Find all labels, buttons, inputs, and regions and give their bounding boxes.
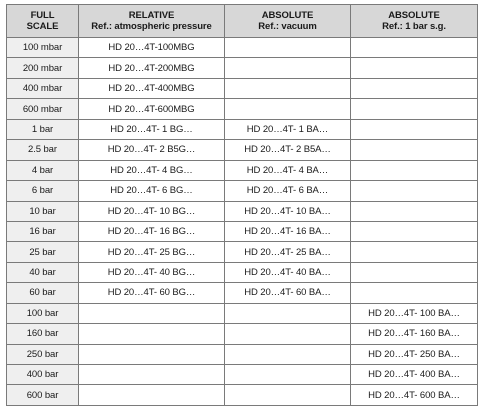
table-row xyxy=(7,262,478,282)
cell-relative-model: HD 20…4T- 60 BG… xyxy=(79,283,225,303)
cell-absolute-1bar-model xyxy=(351,119,478,139)
table-row xyxy=(7,58,478,78)
cell-full-scale: 100 mbar xyxy=(7,38,79,58)
cell-full-scale: 4 bar xyxy=(7,160,79,180)
cell-full-scale: 6 bar xyxy=(7,181,79,201)
cell-absolute-1bar-model xyxy=(351,283,478,303)
cell-absolute-1bar-model xyxy=(351,78,478,98)
cell-absolute-vacuum-model xyxy=(225,99,351,119)
cell-full-scale: 200 mbar xyxy=(7,58,79,78)
cell-full-scale: 25 bar xyxy=(7,242,79,262)
cell-relative-model: HD 20…4T- 4 BG… xyxy=(79,160,225,180)
cell-full-scale: 1 bar xyxy=(7,119,79,139)
cell-absolute-vacuum-model xyxy=(225,365,351,385)
cell-absolute-1bar-model xyxy=(351,221,478,241)
table-header xyxy=(7,5,478,38)
cell-absolute-1bar-model: HD 20…4T- 600 BA… xyxy=(351,385,478,406)
cell-full-scale: 250 bar xyxy=(7,344,79,364)
table-row xyxy=(7,140,478,160)
cell-relative-model: HD 20…4T-400MBG xyxy=(79,78,225,98)
cell-full-scale: 400 mbar xyxy=(7,78,79,98)
cell-absolute-vacuum-model: HD 20…4T- 60 BA… xyxy=(225,283,351,303)
cell-relative-model xyxy=(79,324,225,344)
cell-absolute-vacuum-model xyxy=(225,58,351,78)
cell-absolute-vacuum-model: HD 20…4T- 1 BA… xyxy=(225,119,351,139)
table-row xyxy=(7,303,478,323)
cell-absolute-1bar-model xyxy=(351,181,478,201)
cell-absolute-vacuum-model xyxy=(225,385,351,406)
cell-relative-model xyxy=(79,385,225,406)
table-row xyxy=(7,78,478,98)
table-row xyxy=(7,365,478,385)
table-row xyxy=(7,119,478,139)
cell-absolute-1bar-model: HD 20…4T- 100 BA… xyxy=(351,303,478,323)
cell-absolute-1bar-model xyxy=(351,140,478,160)
table-row xyxy=(7,283,478,303)
table-row xyxy=(7,385,478,406)
cell-absolute-vacuum-model xyxy=(225,78,351,98)
table-body xyxy=(7,38,478,406)
header-absolute-vacuum xyxy=(225,5,351,38)
header-absolute-1bar xyxy=(351,5,478,38)
cell-absolute-1bar-model xyxy=(351,262,478,282)
header-absolute-vacuum-line1: ABSOLUTE xyxy=(261,10,314,21)
cell-absolute-vacuum-model: HD 20…4T- 16 BA… xyxy=(225,221,351,241)
cell-absolute-1bar-model: HD 20…4T- 160 BA… xyxy=(351,324,478,344)
cell-relative-model: HD 20…4T- 40 BG… xyxy=(79,262,225,282)
cell-absolute-vacuum-model: HD 20…4T- 40 BA… xyxy=(225,262,351,282)
header-relative-line2: Ref.: atmospheric pressure xyxy=(91,21,212,32)
cell-absolute-1bar-model xyxy=(351,201,478,221)
table-row xyxy=(7,221,478,241)
cell-full-scale: 100 bar xyxy=(7,303,79,323)
cell-absolute-1bar-model xyxy=(351,38,478,58)
table-row xyxy=(7,99,478,119)
table-row xyxy=(7,344,478,364)
header-full-scale-line1: FULL xyxy=(30,10,55,21)
pressure-model-table xyxy=(6,4,478,406)
cell-absolute-1bar-model: HD 20…4T- 400 BA… xyxy=(351,365,478,385)
cell-absolute-vacuum-model: HD 20…4T- 4 BA… xyxy=(225,160,351,180)
cell-absolute-1bar-model xyxy=(351,160,478,180)
table-row xyxy=(7,201,478,221)
cell-relative-model xyxy=(79,344,225,364)
table-row xyxy=(7,242,478,262)
cell-full-scale: 600 mbar xyxy=(7,99,79,119)
cell-relative-model: HD 20…4T-100MBG xyxy=(79,38,225,58)
cell-absolute-vacuum-model xyxy=(225,303,351,323)
cell-relative-model: HD 20…4T- 25 BG… xyxy=(79,242,225,262)
header-relative xyxy=(79,5,225,38)
cell-full-scale: 10 bar xyxy=(7,201,79,221)
cell-absolute-vacuum-model xyxy=(225,324,351,344)
cell-relative-model: HD 20…4T-200MBG xyxy=(79,58,225,78)
cell-relative-model: HD 20…4T- 2 B5G… xyxy=(79,140,225,160)
cell-relative-model: HD 20…4T- 10 BG… xyxy=(79,201,225,221)
cell-full-scale: 40 bar xyxy=(7,262,79,282)
header-full-scale-line2: SCALE xyxy=(26,21,59,32)
cell-relative-model: HD 20…4T- 1 BG… xyxy=(79,119,225,139)
cell-relative-model: HD 20…4T- 6 BG… xyxy=(79,181,225,201)
cell-absolute-1bar-model xyxy=(351,99,478,119)
cell-relative-model: HD 20…4T-600MBG xyxy=(79,99,225,119)
cell-absolute-vacuum-model: HD 20…4T- 10 BA… xyxy=(225,201,351,221)
cell-full-scale: 60 bar xyxy=(7,283,79,303)
cell-full-scale: 600 bar xyxy=(7,385,79,406)
header-full-scale xyxy=(7,5,79,38)
cell-absolute-vacuum-model xyxy=(225,344,351,364)
cell-absolute-vacuum-model: HD 20…4T- 6 BA… xyxy=(225,181,351,201)
cell-full-scale: 16 bar xyxy=(7,221,79,241)
table-row xyxy=(7,324,478,344)
cell-absolute-1bar-model xyxy=(351,242,478,262)
header-absolute-1bar-line2: Ref.: 1 bar s.g. xyxy=(382,21,446,32)
header-absolute-1bar-line1: ABSOLUTE xyxy=(388,10,440,21)
cell-full-scale: 2.5 bar xyxy=(7,140,79,160)
header-relative-line1: RELATIVE xyxy=(128,10,175,21)
cell-full-scale: 400 bar xyxy=(7,365,79,385)
cell-absolute-vacuum-model: HD 20…4T- 2 B5A… xyxy=(225,140,351,160)
cell-relative-model: HD 20…4T- 16 BG… xyxy=(79,221,225,241)
cell-full-scale: 160 bar xyxy=(7,324,79,344)
table-row xyxy=(7,181,478,201)
cell-absolute-vacuum-model xyxy=(225,38,351,58)
cell-relative-model xyxy=(79,303,225,323)
table-row xyxy=(7,38,478,58)
table-row xyxy=(7,160,478,180)
header-row xyxy=(7,5,478,38)
cell-absolute-1bar-model xyxy=(351,58,478,78)
cell-relative-model xyxy=(79,365,225,385)
header-absolute-vacuum-line2: Ref.: vacuum xyxy=(258,21,317,32)
cell-absolute-1bar-model: HD 20…4T- 250 BA… xyxy=(351,344,478,364)
cell-absolute-vacuum-model: HD 20…4T- 25 BA… xyxy=(225,242,351,262)
